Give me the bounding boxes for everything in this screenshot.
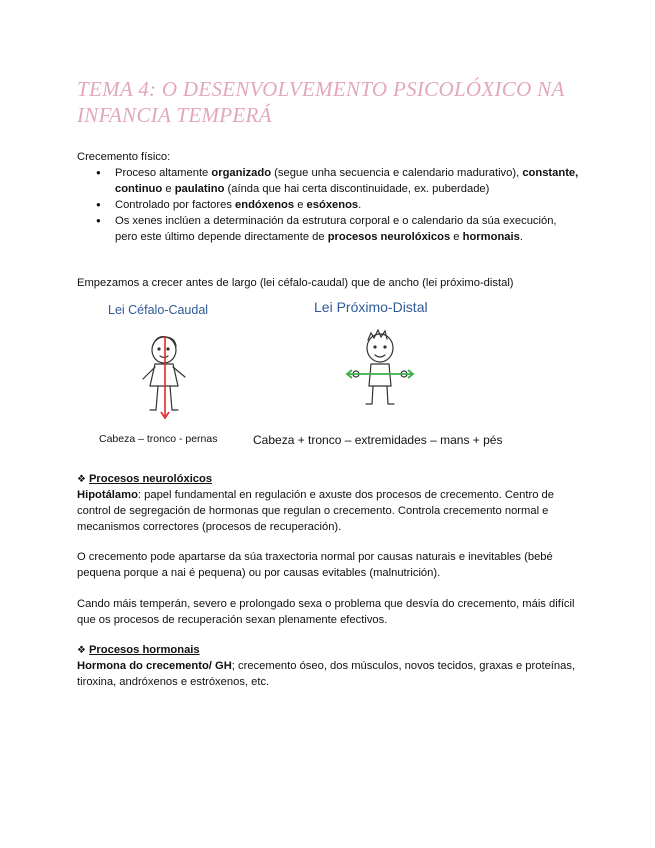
list-item: ● Controlado por factores endóxenos e esóxenos. — [77, 197, 582, 213]
diamond-bullet-icon: ❖ — [77, 474, 86, 485]
caption-cefalo-caudal: Cabeza – tronco - pernas — [99, 433, 218, 445]
child-cefalo-caudal-illustration — [128, 332, 208, 424]
trajectory-paragraph: O crecemento pode apartarse da súa traxectoria normal por causas naturais e inevitables (bebé pequena porque a nai é pequena) ou por causas evitables (malnutrición). — [77, 551, 553, 579]
section-heading-hormonal: ❖ Procesos hormonais — [77, 644, 200, 656]
empezamos-paragraph: Empezamos a crecer antes de largo (lei céfalo-caudal) que de ancho (lei próximo-distal) — [77, 277, 514, 289]
caption-proximo-distal: Cabeza + tronco – extremidades – mans + pés — [253, 433, 503, 447]
hipotalamo-paragraph: Hipotálamo: papel fundamental en regulación e axuste dos procesos de crecemento. Centro de control de segregación de hormonas que regulan o crecemento. Controla crecemento normal e mecanismos correctores (procesos de recuperación). — [77, 489, 554, 533]
section-heading-neuro: ❖ Procesos neurolóxicos — [77, 473, 213, 485]
child-proximo-distal-illustration — [342, 328, 418, 416]
list-item: ● Proceso altamente organizado (segue unha secuencia e calendario madurativo), constante, continuo e paulatino (aínda que hai certa discontinuidade, ex. puberdade) — [77, 165, 582, 197]
list-item: ● Os xenes inclúen a determinación da estrutura corporal e o calendario da súa execución, pero este último depende directamente de procesos neurolóxicos e hormonais. — [77, 213, 582, 245]
crecemento-list — [77, 165, 582, 245]
figure-title-proximo-distal: Lei Próximo-Distal — [314, 299, 428, 315]
figure-title-cefalo-caudal: Lei Céfalo-Caudal — [108, 303, 209, 317]
crecemento-label: Crecemento físico: — [77, 151, 171, 163]
early-problem-paragraph: Cando máis temperán, severo e prolongado sexa o problema que desvía do crecemento, máis difícil que os procesos de recuperación sexan plenamente efectivos. — [77, 598, 575, 626]
diamond-bullet-icon: ❖ — [77, 645, 86, 656]
hormona-paragraph: Hormona do crecemento/ GH; crecemento óseo, dos músculos, novos tecidos, graxas e proteínas, tiroxina, andróxenos e estróxenos, etc. — [77, 660, 576, 688]
page-title: TEMA 4: O DESENVOLVEMENTO PSICOLÓXICO NA INFANCIA TEMPERÁ — [77, 77, 565, 127]
